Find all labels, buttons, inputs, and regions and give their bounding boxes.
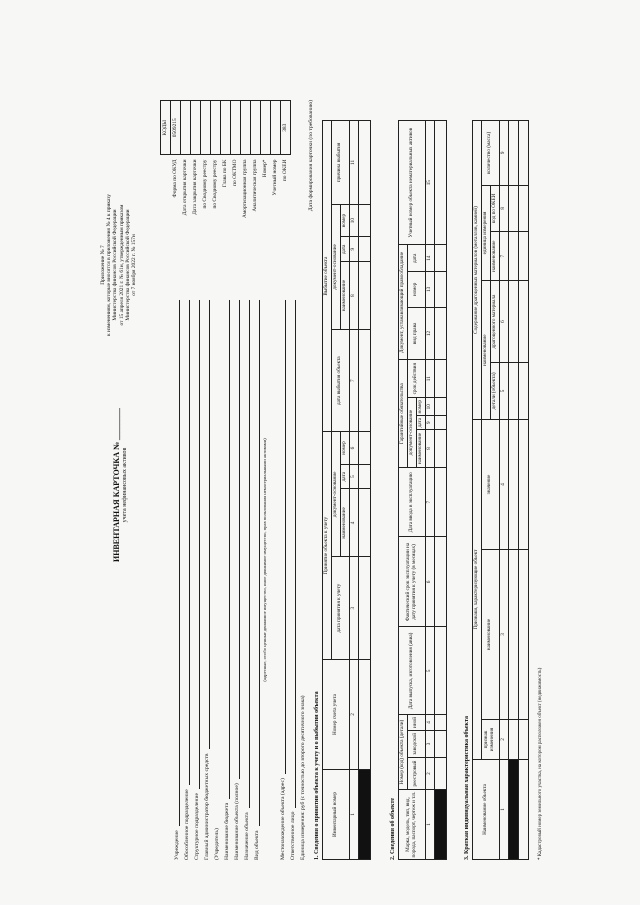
appendix-line: Министерства финансов Российской Федерации [124, 209, 131, 321]
code-label: по Сводному реестру [212, 159, 219, 209]
row-cell [434, 537, 446, 627]
col-header: количество (масса) [481, 121, 499, 186]
col-header: номер [416, 398, 425, 416]
col-header: Наименование объекта [473, 760, 500, 860]
row-cell [434, 627, 446, 715]
row-cell [358, 237, 370, 262]
field-structural-unit [190, 300, 200, 860]
col-number: 11 [349, 121, 358, 205]
col-header: причина выбытия [331, 121, 349, 205]
col-header: Учетный номер объекта нематериальных активов [399, 121, 426, 245]
field-object-type [250, 300, 260, 860]
col-header: заводской [407, 730, 425, 757]
field-label: Назначение объекта [243, 812, 250, 860]
col-header: Дата выпуска, изготовления (авиа) [399, 627, 426, 715]
col-header: дата принятия к учету [331, 557, 349, 660]
group-header: единица измерения [481, 185, 490, 281]
field-institution [170, 300, 180, 860]
field-founder [210, 300, 220, 860]
row-cell [434, 758, 446, 790]
code-label: Глава по БК [222, 159, 229, 188]
col-number: 7 [425, 467, 434, 537]
row-cell [358, 330, 370, 432]
table-row [508, 121, 518, 860]
code-label: по ОКТМО [232, 159, 239, 186]
field-subdivision [180, 300, 190, 860]
field-label: Наименование объекта (полное) [233, 783, 240, 860]
row-cell [434, 360, 446, 398]
col-header: наименование [340, 262, 349, 330]
col-number: 2 [499, 720, 508, 760]
col-header: Номер счета учета [323, 660, 350, 770]
rotated-form [100, 100, 543, 860]
section1-title: 1. Сведения о принятии объекта к учету и о выбытии объекта [314, 691, 320, 860]
field-label: Вид объекта [253, 830, 260, 860]
col-header: Марка, модель, тип, вид, порода, паспорт, чертеж и т.п. [399, 790, 426, 860]
group-header: Документ, устанавливающий правообладание [399, 245, 408, 360]
footnote: * Кадастровый номер земельного участка, на котором расположен объект (недвижимость) [538, 667, 543, 860]
appendix-line: от 15 апреля 2021 г. № 61н, утвержденным приказом [118, 204, 125, 326]
table-row [434, 121, 446, 860]
group-header: Выбытие объекта [323, 121, 332, 432]
code-value: 0509215 [171, 101, 181, 156]
col-number: 8 [499, 185, 508, 231]
appendix-line: к изменениям, которые вносятся в приложения № 4 к приказу [106, 194, 113, 336]
col-number: 4 [349, 489, 358, 557]
row-cell [518, 720, 528, 760]
col-number: 7 [499, 232, 508, 281]
group-header: Принятие объекта к учету [323, 432, 332, 660]
col-header: детали (объекта) [490, 362, 499, 419]
codes-header: КОДЫ [161, 101, 171, 156]
date-formed-label: Дата формирования карточки (по требованию) [308, 100, 314, 212]
col-number: 5 [349, 464, 358, 489]
table-row [358, 121, 370, 860]
col-number: 3 [425, 730, 434, 757]
code-label: Форма по ОКУД [172, 159, 179, 198]
field-label: (Учредитель) [213, 828, 220, 860]
code-value [201, 101, 211, 156]
row-cell [508, 185, 518, 231]
col-number: 2 [425, 758, 434, 790]
code-label: по Сводному реестру [202, 159, 209, 209]
col-number: 3 [349, 557, 358, 660]
row-cell [434, 715, 446, 730]
row-cell [508, 420, 518, 550]
row-cell [508, 550, 518, 720]
group-header: Признаки, характеризующие объект [473, 420, 482, 760]
row-cell [358, 770, 370, 860]
col-header: дата выбытия объекта [331, 330, 349, 432]
col-header: дата [416, 416, 425, 430]
row-cell [358, 557, 370, 660]
row-cell [518, 281, 528, 362]
code-label: Учетный номер [272, 159, 279, 196]
col-header: номер [340, 204, 349, 237]
col-header: номер [407, 272, 425, 307]
row-cell [518, 185, 528, 231]
col-header: дата [340, 237, 349, 262]
section2-title: 2. Сведения об объекте [390, 797, 396, 860]
col-header: наименование [481, 550, 499, 720]
col-number: 9 [349, 237, 358, 262]
col-number: 13 [425, 272, 434, 307]
col-header: код по ОКЕИ [490, 185, 499, 231]
field-label: Ответственное лицо [289, 811, 296, 860]
col-number: 5 [425, 627, 434, 715]
field-note: (адресные, особо ценные движимое имущество, иное движимое имущество, прав пользования нематериальными активами) [262, 438, 267, 682]
col-header: иной [407, 715, 425, 730]
col-number: 3 [499, 550, 508, 720]
row-cell [518, 760, 528, 860]
col-number: 4 [499, 420, 508, 550]
row-cell [508, 281, 518, 362]
code-value: 383 [281, 101, 291, 156]
code-label: по ОКЕИ [282, 159, 289, 182]
col-number: 1 [349, 770, 358, 860]
row-cell [508, 760, 518, 860]
field-label: Структурное подразделение [193, 793, 200, 860]
row-cell [358, 489, 370, 557]
field-unit [296, 300, 306, 860]
code-value [271, 101, 281, 156]
row-cell [434, 730, 446, 757]
col-header: Инвентарный номер [323, 770, 350, 860]
col-number: 6 [425, 537, 434, 627]
appendix-line: от 7 ноября 2022 г. № 157н [131, 234, 138, 296]
row-cell [358, 464, 370, 489]
row-cell [518, 550, 528, 720]
field-purpose [240, 300, 250, 860]
group-header: документ-основание [331, 432, 340, 557]
col-number: 4 [425, 715, 434, 730]
row-cell [434, 430, 446, 468]
col-header: вид права [407, 307, 425, 360]
page-subtitle: учета нефинансовых активов [122, 447, 128, 523]
appendix-line: Министерства финансов Российской Федерации [112, 209, 119, 321]
col-number: 11 [425, 360, 434, 398]
col-header: номер [340, 432, 349, 465]
row-cell [434, 790, 446, 860]
col-number: 9 [425, 416, 434, 430]
row-cell [434, 272, 446, 307]
row-cell [358, 121, 370, 205]
group-header: документ-основание [407, 398, 416, 468]
field-label: Обособленное подразделение [183, 789, 190, 860]
group-header: наименование [481, 281, 490, 420]
col-number: 9 [499, 121, 508, 186]
code-label: Аналитическая группа [252, 159, 259, 212]
code-value [211, 101, 221, 156]
code-label: Амортизационная группа [242, 159, 249, 219]
field-object-name [230, 300, 240, 860]
code-label: Дата открытия карточки [182, 159, 189, 216]
field-responsible [286, 300, 296, 860]
col-number: 15 [425, 121, 434, 245]
col-header: дата [340, 464, 349, 489]
col-number: 1 [499, 760, 508, 860]
appendix-line: Приложение № 7 [100, 245, 106, 285]
col-header: Дата ввода в эксплуатацию [399, 467, 426, 537]
col-header: наименование [490, 232, 499, 281]
col-number: 14 [425, 245, 434, 272]
row-cell [518, 232, 528, 281]
code-label: Номер* [262, 159, 269, 178]
code-value [181, 101, 191, 156]
row-cell [508, 362, 518, 419]
group-header: Номер (код) объекта (детали) [399, 715, 408, 790]
row-cell [434, 398, 446, 416]
col-header: наименование [340, 489, 349, 557]
row-cell [518, 121, 528, 186]
col-header: дата [407, 245, 425, 272]
field-label: Наименование бюджета [223, 802, 230, 860]
codes-table [160, 100, 291, 250]
code-value [231, 101, 241, 156]
col-number: 10 [425, 398, 434, 416]
field-budget [220, 300, 230, 860]
group-header: Содержание драгоценных материалов (металлов, камней) [473, 121, 482, 420]
section3-title: 3. Краткая индивидуальная характеристика объекта [464, 716, 470, 860]
col-header: драгоценного материала [490, 281, 499, 362]
field-label: Единица измерения: руб (с точностью до второго десятичного знака) [299, 695, 306, 860]
field-label: Местонахождение объекта (адрес) [279, 778, 286, 860]
col-number: 2 [349, 660, 358, 770]
col-number: 10 [349, 204, 358, 237]
row-cell [508, 121, 518, 186]
col-number: 5 [499, 362, 508, 419]
page-title: ИНВЕНТАРНАЯ КАРТОЧКА № ________ [112, 407, 121, 563]
page-title-text: ИНВЕНТАРНАЯ КАРТОЧКА № [112, 441, 121, 563]
col-header: реестровый [407, 758, 425, 790]
col-number: 6 [349, 432, 358, 465]
row-cell [508, 720, 518, 760]
code-label: Дата закрытия карточки [192, 159, 199, 215]
code-value [251, 101, 261, 156]
row-cell [508, 232, 518, 281]
col-number: 1 [425, 790, 434, 860]
row-cell [518, 362, 528, 419]
row-cell [434, 121, 446, 245]
col-header: срок действия [407, 360, 425, 398]
field-administrator [200, 300, 210, 860]
section1-table [322, 120, 371, 860]
col-number: 12 [425, 307, 434, 360]
code-value [221, 101, 231, 156]
row-cell [358, 204, 370, 237]
col-number: 8 [349, 262, 358, 330]
field-location [276, 300, 286, 860]
row-cell [358, 660, 370, 770]
code-value [191, 101, 201, 156]
section3-table [472, 120, 529, 860]
row-cell [434, 245, 446, 272]
row-cell [434, 467, 446, 537]
section2-table [398, 120, 447, 860]
col-number: 8 [425, 430, 434, 468]
row-cell [518, 420, 528, 550]
group-header: документ-основание [331, 204, 340, 329]
row-cell [358, 262, 370, 330]
col-number: 7 [349, 330, 358, 432]
field-label: Учреждение [173, 830, 180, 860]
row-cell [434, 307, 446, 360]
col-header: Фактический срок эксплуатации на дату принятия к учету (в месяцах) [399, 537, 426, 627]
code-value [261, 101, 271, 156]
group-header: Гарантийные обязательства [399, 360, 408, 468]
row-cell [434, 416, 446, 430]
col-number: 6 [499, 281, 508, 362]
col-header: наименование [416, 430, 425, 468]
row-cell [358, 432, 370, 465]
code-value [241, 101, 251, 156]
table-row [518, 121, 528, 860]
field-label: Главный администратор бюджетных средств [203, 753, 210, 860]
col-header: признак изменения [481, 720, 499, 760]
col-header: значение [481, 420, 499, 550]
